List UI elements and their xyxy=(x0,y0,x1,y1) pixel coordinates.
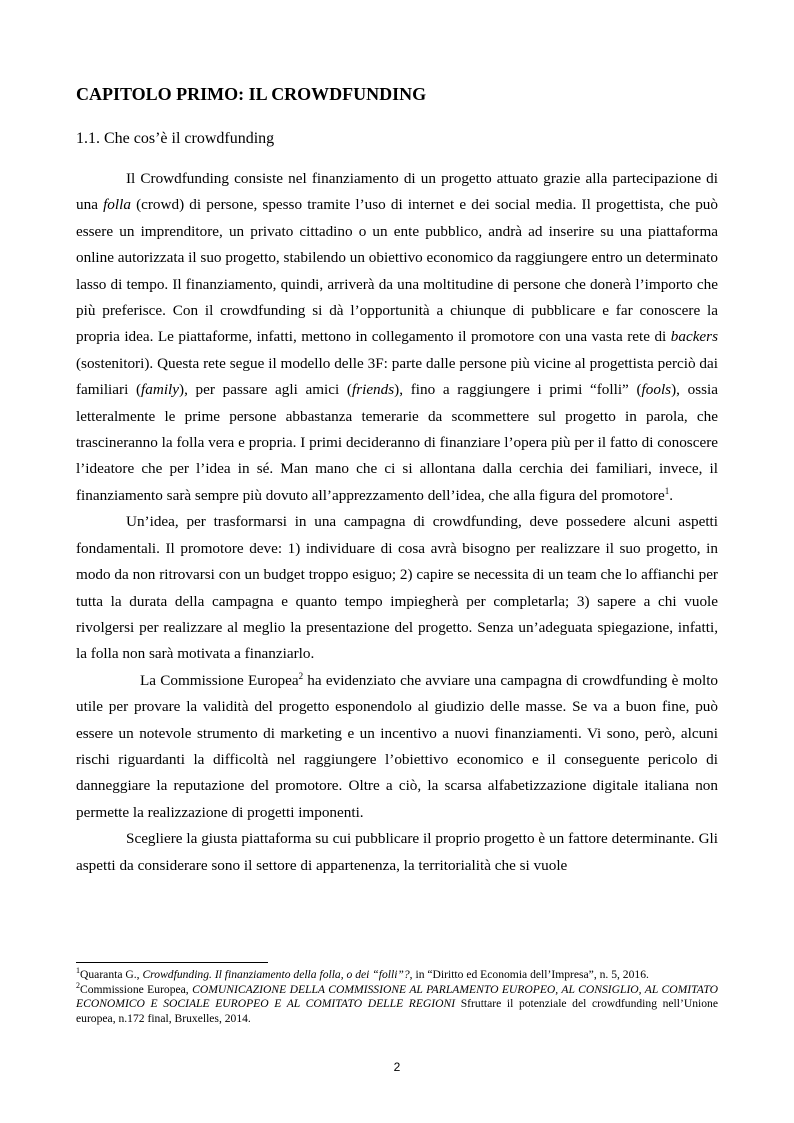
paragraph-1: Il Crowdfunding consiste nel finanziamento di un progetto attuato grazie alla partecipazione di una folla (crowd) di persone, spesso tramite l’uso di internet e dei social media. Il progettista, che può essere un imprenditore, un privato cittadino o un ente pubblico, andrà ad inserire su una piattaforma online autorizzata il suo progetto, stabilendo un obiettivo economico da raggiungere entro un determinato lasso di tempo. Il finanziamento, quindi, arriverà da una moltitudine di persone che donerà l’importo che più preferisce. Con il crowdfunding si dà l’opportunità a chiunque di pubblicare e far conoscere la propria idea. Le piattaforme, infatti, mettono in collegamento il promotore con una vasta rete di backers (sostenitori). Questa rete segue il modello delle 3F: parte dalle persone più vicine al progettista perciò dai familiari (family), per passare agli amici (friends), fino a raggiungere i primi “folli” (fools), ossia letteralmente le prime persone abbastanza temerarie da scommettere sul progetto in parola, che trascineranno la folla vera e propria. I primi decideranno di finanziare l’opera più per il fatto di conoscere l’ideatore che per l’idea in sé. Man mano che ci si allontana dalla cerchia dei familiari, invece, il finanziamento sarà sempre più dovuto all’apprezzamento dell’idea, che alla figura del promotore$^1$. xyxy=(76,170,719,504)
footnote-ref-1: 1 xyxy=(664,485,670,496)
page-number: 2 xyxy=(393,1060,401,1074)
paragraph-3: La Commissione Europea$^2$ ha evidenziato che avviare una campagna di crowdfunding è molto utile per provare la validità del progetto esponendolo al giudizio delle masse. Se va a buon fine, può essere un notevole strumento di marketing e un incentivo a nuovi finanziamenti. Vi sono, però, alcuni rischi riguardanti la difficoltà nel raggiungere l’obiettivo economico e il conseguente pericolo di danneggiare la reputazione del promotore. Oltre a ciò, la scarsa alfabetizzazione digitale italiana non permette la realizzazione di progetti imponenti. xyxy=(76,670,719,821)
paragraph-2: Un’idea, per trasformarsi in una campagna di crowdfunding, deve possedere alcuni aspetti fondamentali. Il promotore deve: 1) individuare di cosa avrà bisogno per realizzare il suo progetto, in modo da non ritrovarsi con un budget troppo esiguo; 2) capire se necessita di un team che lo affianchi per tutta la durata della campagna e quanto tempo impiegherà per completarla; 3) sapere a chi vuole rivolgersi per realizzare al meglio la presentazione del progetto. Senza un’adeguata spiegazione, infatti, la folla non sarà motivata a finanziarlo. xyxy=(76,513,718,663)
footnote-2: $^2$Commissione Europea, COMUNICAZIONE DELLA COMMISSIONE AL PARLAMENTO EUROPEO, AL CONSIGLIO, AL COMITATO ECONOMICO E SOCIALE EUROPEO E AL COMITATO DELLE REGIONI Sfruttare il potenziale del crowdfunding nell’Unione europea, n.172 final, Bruxelles, 2014. xyxy=(76,980,718,1025)
footnote-separator xyxy=(76,962,268,963)
body-text xyxy=(76,166,718,879)
footnotes xyxy=(76,968,718,1026)
chapter-title: CAPITOLO PRIMO: IL CROWDFUNDING xyxy=(76,84,427,104)
footnote-1: $^1$Quaranta G., Crowdfunding. Il finanziamento della folla, o dei “folli”?, in “Diritto ed Economia dell’Impresa”, n. 5, 2016. xyxy=(76,966,649,981)
paragraph-4: Scegliere la giusta piattaforma su cui pubblicare il proprio progetto è un fattore determinante. Gli aspetti da considerare sono il settore di appartenenza, la territorialità che si vuole xyxy=(76,830,718,874)
footnote-ref-2: 2 xyxy=(298,670,304,681)
section-title: 1.1. Che cos’è il crowdfunding xyxy=(76,130,275,147)
